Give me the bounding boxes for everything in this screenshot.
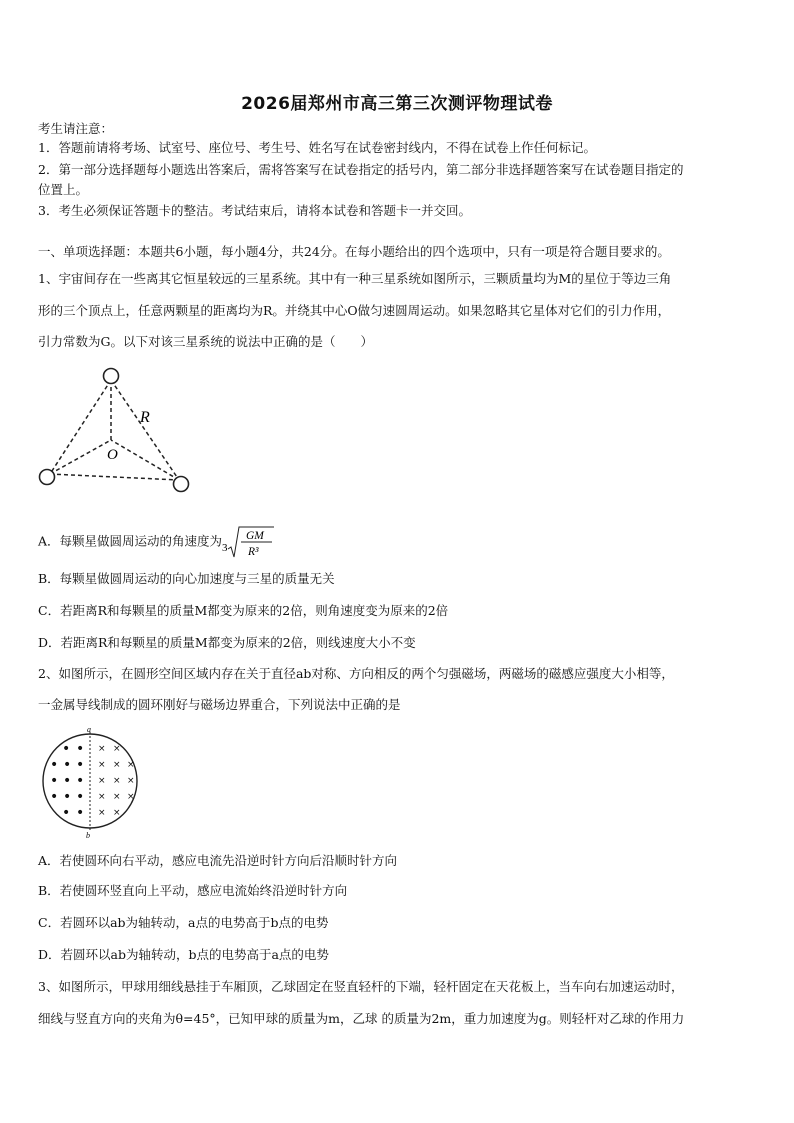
q2-stem-line-2: 一金属导线制成的圆环刚好与磁场边界重合，下列说法中正确的是 [38,697,401,712]
q2-option-a: A．若使圆环向右平动，感应电流先沿逆时针方向后沿顺时针方向 [38,853,398,868]
q1-stem-line-1: 1、宇宙间存在一些离其它恒星较远的三星系统。其中有一种三星系统如图所示，三颗质量均为M的星位于等边三角 [38,271,672,286]
field-dot: • [76,789,85,805]
notice-item-1: 1．答题前请将考场、试室号、座位号、考生号、姓名写在试卷密封线内，不得在试卷上作任何标记。 [38,140,596,155]
three-star-figure [30,360,200,500]
label-b: b [86,831,90,840]
section-heading: 一、单项选择题：本题共6小题，每小题4分，共24分。在每小题给出的四个选项中，只有一项是符合题目要求的。 [38,244,670,259]
q1-stem-line-3: 引力常数为G。以下对该三星系统的说法中正确的是（ ） [38,334,373,349]
notice-item-2: 2．第一部分选择题每小题选出答案后，需将答案写在试卷指定的括号内，第二部分非选择题答案写在试卷题目指定的 [38,162,684,177]
q2-option-b: B．若使圆环竖直向上平动，感应电流始终沿逆时针方向 [38,883,348,898]
star-left [40,470,55,485]
page-title: 2026届郑州市高三第三次测评物理试卷 [241,94,553,114]
field-dot: • [63,789,72,805]
star-right [174,477,189,492]
field-cross: × [113,808,121,818]
field-cross: × [98,776,106,786]
magnetic-field-figure [38,724,148,840]
field-cross: × [98,760,106,770]
q2-option-d: D．若圆环以ab为轴转动，b点的电势高于a点的电势 [38,947,329,962]
field-cross: × [113,760,121,770]
notice-heading: 考生请注意： [38,121,114,136]
field-dot: • [50,789,59,805]
field-cross: × [127,792,135,802]
field-cross: × [113,744,121,754]
root-index: 3 [222,542,228,554]
field-dot: • [50,757,59,773]
field-cross: × [113,776,121,786]
field-dot: • [63,773,72,789]
label-R: R [140,409,150,426]
dots-region [50,741,84,821]
field-cross: × [98,808,106,818]
q1-option-d: D．若距离R和每颗星的质量M都变为原来的2倍，则线速度大小不变 [38,635,416,650]
q3-stem-line-2: 细线与竖直方向的夹角为θ=45°，已知甲球的质量为m，乙球 的质量为2m，重力加速度为g。则轻杆对乙球的作用力 [38,1011,685,1026]
q3-stem-line-1: 3、如图所示，甲球用细线悬挂于车厢顶，乙球固定在竖直轻杆的下端，轻杆固定在天花板上，当车向右加速运动时， [38,979,684,994]
q1-option-c: C．若距离R和每颗星的质量M都变为原来的2倍，则角速度变为原来的2倍 [38,603,449,618]
q1-option-b: B．每颗星做圆周运动的向心加速度与三星的质量无关 [38,571,335,586]
q1-stem-line-2: 形的三个顶点上，任意两颗星的距离均为R。并绕其中心O做匀速圆周运动。如果忽略其它星体对它们的引力作用， [38,303,671,318]
q2-stem-line-1: 2、如图所示，在圆形空间区域内存在关于直径ab对称、方向相反的两个匀强磁场，两磁场的磁感应强度大小相等， [38,666,674,681]
notice-item-2-cont: 位置上。 [38,182,89,197]
label-a: a [87,725,91,734]
q2-option-c: C．若圆环以ab为轴转动，a点的电势高于b点的电势 [38,915,329,930]
field-cross: × [127,760,135,770]
star-top [104,369,119,384]
field-cross: × [98,744,106,754]
formula-numerator: GM [246,530,264,542]
sqrt-formula [222,525,274,559]
field-cross: × [113,792,121,802]
field-dot: • [76,805,85,821]
q1-option-a [38,525,274,559]
field-dot: • [62,805,71,821]
q1-option-a-text: A．每颗星做圆周运动的角速度为 [38,533,223,549]
field-dot: • [62,741,71,757]
field-dot: • [76,757,85,773]
formula-denominator: R³ [248,546,259,558]
notice-item-3: 3．考生必须保证答题卡的整洁。考试结束后，请将本试卷和答题卡一并交回。 [38,203,471,218]
label-O: O [107,447,118,463]
field-dot: • [76,773,85,789]
field-dot: • [63,757,72,773]
field-dot: • [50,773,59,789]
field-cross: × [127,776,135,786]
field-cross: × [98,792,106,802]
field-dot: • [76,741,85,757]
